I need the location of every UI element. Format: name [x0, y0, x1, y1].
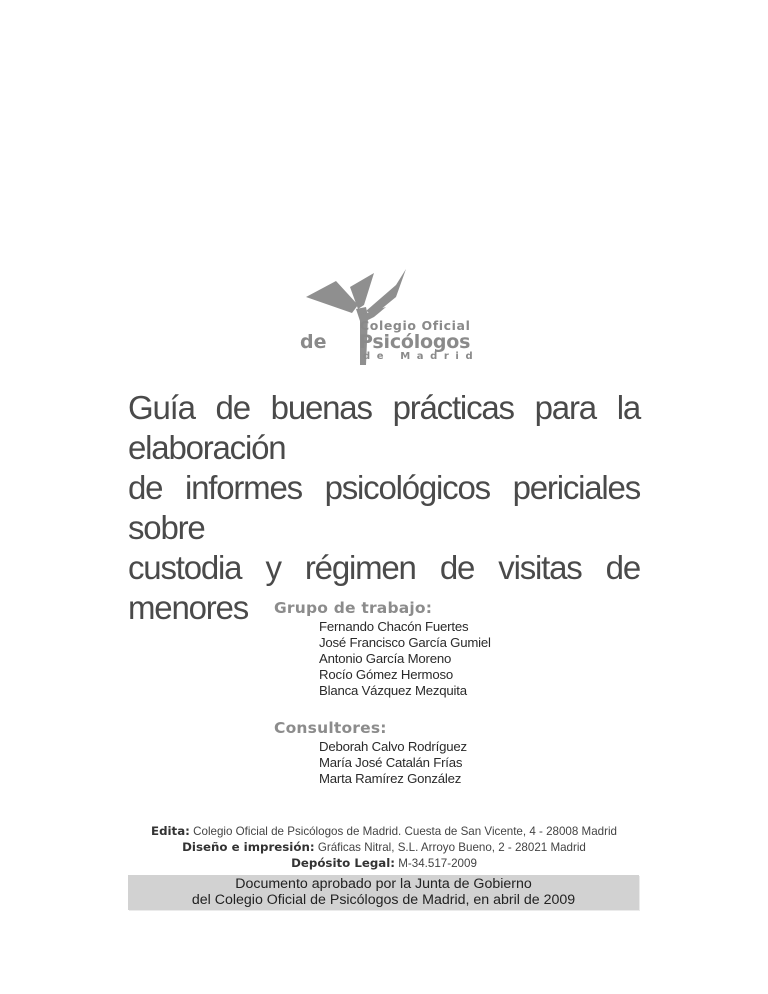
logo-colegio-psicologos	[296, 265, 480, 365]
title-line: custodia y régimen de visitas de menores	[128, 549, 640, 626]
logo-text-madrid: de Madrid	[363, 351, 480, 362]
consultant-name: Marta Ramírez González	[319, 771, 462, 786]
diseno-label: Diseño e impresión:	[182, 840, 315, 854]
diseno-value: Gráficas Nitral, S.L. Arroyo Bueno, 2 - 28021 Madrid	[317, 841, 586, 854]
member-name: José Francisco García Gumiel	[319, 635, 491, 650]
member-name: Rocío Gómez Hermoso	[319, 667, 453, 682]
title-line: de informes psicológicos periciales sobre	[128, 469, 640, 546]
logo-text-de: de	[300, 331, 327, 353]
member-name: Fernando Chacón Fuertes	[319, 619, 469, 634]
credit-diseno	[128, 840, 640, 854]
approval-banner	[128, 875, 639, 910]
member-name: Antonio García Moreno	[319, 651, 452, 666]
deposito-value: M-34.517-2009	[398, 857, 477, 870]
working-group-heading: Grupo de trabajo:	[274, 599, 433, 617]
title-line: Guía de buenas prácticas para la elaboración	[128, 389, 640, 466]
logo-text-psicologos: Psicólogos	[359, 331, 471, 353]
approval-line: Documento aprobado por la Junta de Gobierno	[235, 876, 532, 892]
deposito-label: Depósito Legal:	[291, 856, 396, 870]
consultant-name: Deborah Calvo Rodríguez	[319, 739, 467, 754]
edita-value: Colegio Oficial de Psicólogos de Madrid. Cuesta de San Vicente, 4 - 28008 Madrid	[193, 825, 617, 838]
consultants-heading: Consultores:	[274, 719, 387, 737]
approval-line: del Colegio Oficial de Psicólogos de Madrid, en abril de 2009	[191, 892, 576, 908]
logo-text-colegio: Colegio Oficial	[360, 318, 471, 333]
credit-deposito	[128, 856, 640, 870]
consultants-list	[319, 739, 467, 787]
consultant-name: María José Catalán Frías	[319, 755, 463, 770]
credit-edita	[128, 824, 640, 838]
working-group-list	[319, 619, 491, 699]
member-name: Blanca Vázquez Mezquita	[319, 683, 467, 698]
document-title	[128, 388, 640, 628]
edita-label: Edita:	[151, 824, 190, 838]
